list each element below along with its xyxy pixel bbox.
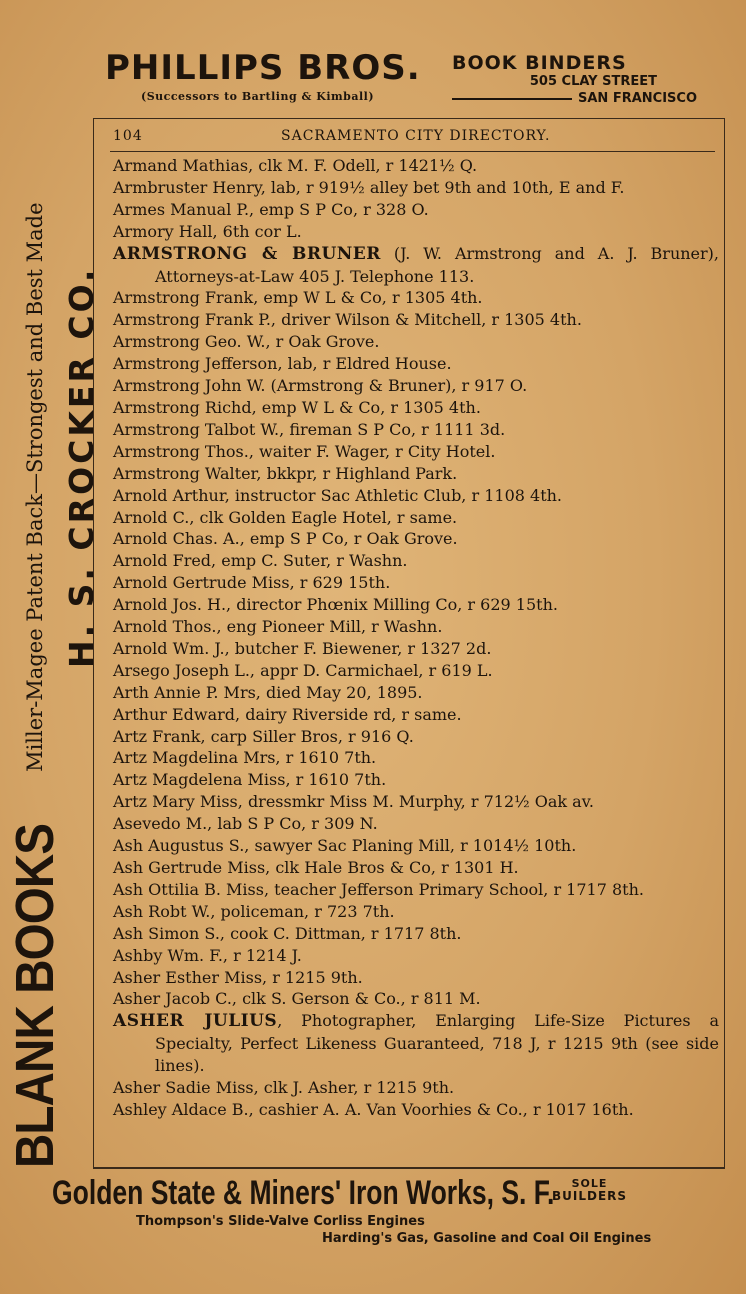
directory-entry — [113, 1010, 719, 1077]
directory-entry — [113, 791, 719, 813]
entry-text: Artz Magdelina Mrs, r 1610 7th. — [113, 748, 377, 768]
directory-entry — [113, 331, 719, 353]
directory-entries — [113, 155, 719, 1121]
header-right — [452, 52, 707, 108]
page-number: 104 — [113, 128, 143, 144]
directory-entry — [113, 616, 719, 638]
directory-entry — [113, 353, 719, 375]
header-street: 505 CLAY STREET — [529, 74, 657, 89]
entry-text: Armstrong Walter, bkkpr, r Highland Park. — [113, 463, 458, 483]
head-rule — [110, 151, 715, 152]
directory-entry — [113, 419, 719, 441]
directory-entry — [113, 463, 719, 485]
directory-entry — [113, 199, 719, 221]
directory-entry — [113, 155, 719, 177]
directory-entry — [113, 813, 719, 835]
directory-entry — [113, 988, 719, 1010]
directory-entry — [113, 901, 719, 923]
directory-entry — [113, 550, 719, 572]
header-city-line — [452, 90, 707, 108]
header-trade: BOOK BINDERS — [452, 52, 627, 74]
blank-books-text: BLANK BOOKS — [5, 823, 65, 1168]
entry-text: Armstrong Richd, emp W L & Co, r 1305 4th. — [113, 397, 481, 417]
directory-entry — [113, 1077, 719, 1099]
directory-entry — [113, 528, 719, 550]
side-ad-blank-books — [5, 78, 65, 1168]
entry-text: Ash Simon S., cook C. Dittman, r 1717 8th. — [113, 923, 462, 943]
entry-text: Armand Mathias, clk M. F. Odell, r 1421½ Q. — [113, 156, 478, 175]
directory-entry — [113, 726, 719, 748]
entry-text: Ash Robt W., policeman, r 723 7th. — [113, 901, 395, 921]
directory-entry — [113, 769, 719, 791]
header-city: SAN FRANCISCO — [578, 91, 697, 106]
footer-line1: Thompson's Slide-Valve Corliss Engines — [136, 1214, 425, 1229]
entry-text: Ashley Aldace B., cashier A. A. Van Voorhies & Co., r 1017 16th. — [113, 1099, 634, 1119]
header-title: PHILLIPS BROS. — [105, 48, 421, 88]
directory-entry — [113, 572, 719, 594]
directory-entry — [113, 857, 719, 879]
directory-entry — [113, 375, 719, 397]
directory-entry — [113, 221, 719, 243]
entry-text: Asher Esther Miss, r 1215 9th. — [113, 967, 363, 987]
directory-entry — [113, 747, 719, 769]
directory-entry — [113, 879, 719, 901]
entry-text: Armbruster Henry, lab, r 919½ alley bet 9th and 10th, E and F. — [113, 177, 625, 197]
directory-entry — [113, 309, 719, 331]
directory-entry — [113, 177, 719, 199]
directory-entry — [113, 243, 719, 288]
directory-entry — [113, 397, 719, 419]
footer-sole: SOLE — [571, 1177, 608, 1190]
directory-entry — [113, 287, 719, 309]
directory-entry — [113, 1099, 719, 1121]
page-title: SACRAMENTO CITY DIRECTORY. — [281, 128, 551, 144]
entry-text: Arnold Arthur, instructor Sac Athletic Club, r 1108 4th. — [113, 485, 563, 505]
entry-text: , Photographer, Enlarging Life-Size Pictures a Specialty, Perfect Likeness Guaranteed, 718 J, r 1215 9th (see side lines). — [155, 1011, 719, 1076]
entry-text: Artz Magdelena Miss, r 1610 7th. — [113, 770, 387, 790]
directory-entry — [113, 967, 719, 989]
entry-text: Armstrong Frank, emp W L & Co, r 1305 4th. — [113, 288, 483, 308]
entry-text: Armes Manual P., emp S P Co, r 328 O. — [113, 199, 429, 219]
footer-line2: Harding's Gas, Gasoline and Coal Oil Engines — [322, 1231, 652, 1246]
entry-text: Arnold C., clk Golden Eagle Hotel, r same. — [113, 507, 458, 527]
entry-text: Armory Hall, 6th cor L. — [113, 221, 302, 241]
directory-entry — [113, 835, 719, 857]
header-dash — [452, 98, 572, 100]
crocker-text: H. S. CROCKER CO. — [62, 266, 101, 668]
entry-text: Arnold Chas. A., emp S P Co, r Oak Grove. — [113, 529, 458, 549]
entry-text: Asevedo M., lab S P Co, r 309 N. — [113, 814, 378, 834]
entry-text: Arthur Edward, dairy Riverside rd, r same. — [113, 704, 462, 724]
directory-entry — [113, 441, 719, 463]
entry-text: Ash Gertrude Miss, clk Hale Bros & Co, r 1301 H. — [113, 858, 519, 877]
entry-text: Arsego Joseph L., appr D. Carmichael, r 619 L. — [113, 660, 493, 680]
directory-entry — [113, 704, 719, 726]
entry-text: Arnold Gertrude Miss, r 629 15th. — [113, 573, 391, 593]
entry-text: Armstrong Frank P., driver Wilson & Mitchell, r 1305 4th. — [113, 310, 582, 330]
entry-bold-name: ARMSTRONG & BRUNER — [113, 243, 381, 264]
entry-text: (J. W. Armstrong and A. J. Bruner), Attorneys-at-Law 405 J. Telephone 113. — [155, 243, 719, 286]
entry-text: Arnold Thos., eng Pioneer Mill, r Washn. — [113, 617, 443, 637]
miller-magee-text: Miller-Magee Patent Back—Strongest and Best Made — [23, 202, 47, 772]
directory-entry — [113, 660, 719, 682]
directory-entry — [113, 682, 719, 704]
footer-builders: BUILDERS — [552, 1189, 628, 1203]
entry-text: Arth Annie P. Mrs, died May 20, 1895. — [113, 682, 423, 702]
entry-text: Artz Frank, carp Siller Bros, r 916 Q. — [113, 726, 414, 746]
entry-text: Arnold Jos. H., director Phœnix Milling Co, r 629 15th. — [113, 595, 558, 615]
entry-text: Armstrong John W. (Armstrong & Bruner), r 917 O. — [113, 376, 528, 396]
entry-text: Asher Jacob C., clk S. Gerson & Co., r 811 M. — [113, 989, 481, 1009]
header-successors: (Successors to Bartling & Kimball) — [141, 90, 375, 103]
entry-text: Arnold Fred, emp C. Suter, r Washn. — [113, 551, 408, 571]
entry-text: Armstrong Thos., waiter F. Wager, r City Hotel. — [113, 441, 496, 461]
directory-entry — [113, 638, 719, 660]
entry-text: Artz Mary Miss, dressmkr Miss M. Murphy, r 712½ Oak av. — [113, 792, 594, 812]
entry-text: Ash Augustus S., sawyer Sac Planing Mill, r 1014½ 10th. — [113, 836, 577, 856]
entry-text: Armstrong Geo. W., r Oak Grove. — [113, 332, 380, 352]
entry-text: Asher Sadie Miss, clk J. Asher, r 1215 9th. — [113, 1078, 455, 1098]
entry-text: Ash Ottilia B. Miss, teacher Jefferson Primary School, r 1717 8th. — [113, 879, 644, 899]
directory-entry — [113, 485, 719, 507]
footer-company: Golden State & Miners' Iron Works, S. F. — [52, 1174, 555, 1212]
entry-text: Ashby Wm. F., r 1214 J. — [113, 945, 302, 965]
entry-bold-name: ASHER JULIUS — [113, 1011, 278, 1032]
footer-sole-builders — [552, 1178, 627, 1202]
entry-text: Arnold Wm. J., butcher F. Biewener, r 1327 2d. — [113, 638, 492, 658]
entry-text: Armstrong Talbot W., fireman S P Co, r 1111 3d. — [113, 419, 506, 439]
footer-rule — [93, 1168, 725, 1169]
directory-entry — [113, 507, 719, 529]
directory-entry — [113, 594, 719, 616]
entry-text: Armstrong Jefferson, lab, r Eldred House. — [113, 354, 452, 374]
directory-entry — [113, 923, 719, 945]
header-left — [105, 48, 421, 103]
directory-entry — [113, 945, 719, 967]
